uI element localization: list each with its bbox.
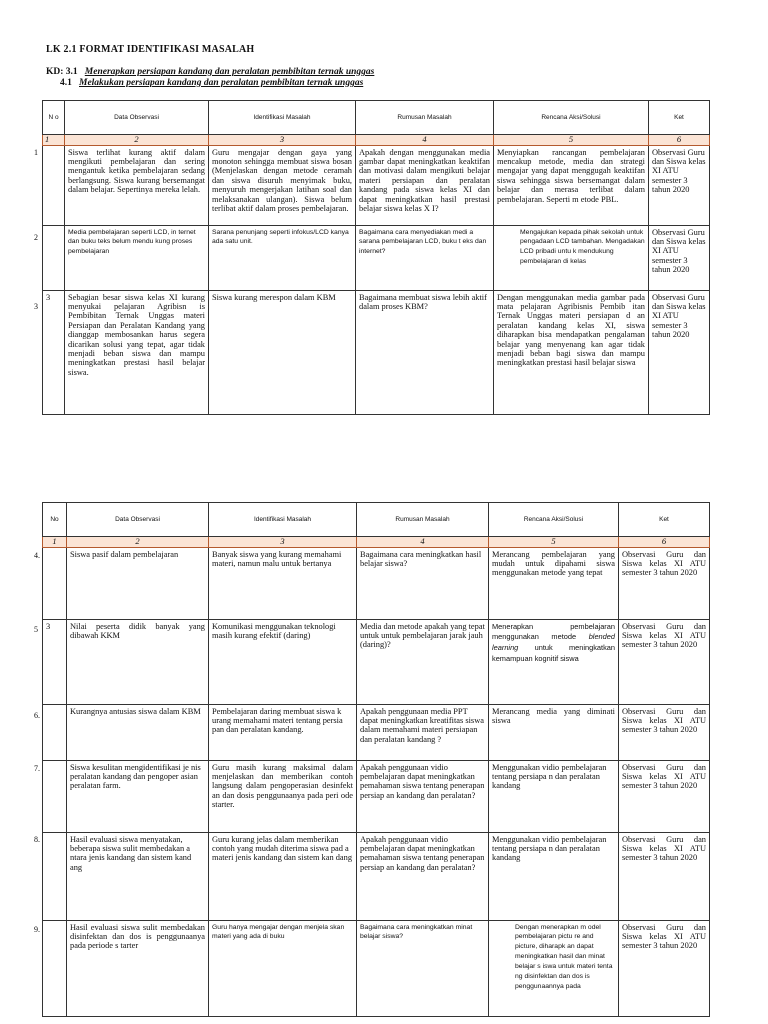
outer-row-number: 5: [34, 625, 38, 634]
kd-41-num: 4.1: [60, 78, 72, 88]
header-data-observasi: Data Observasi: [67, 503, 209, 537]
outer-row-number: 1: [34, 148, 38, 157]
cell-rumusan: Bagaimana cara menyediakan medi a sarana pembelajaran LCD, buku t eks dan internet?: [356, 225, 494, 290]
cell-ket: Observasi Guru dan Siswa kelas XI ATU semester 3 tahun 2020: [649, 145, 710, 225]
cell-rencana: [489, 619, 619, 704]
table-row: [43, 920, 710, 1016]
table-row: [43, 704, 710, 760]
cell-rencana: Menggunakan vidio pembelajaran tentang persiapa n dan peralatan kandang: [489, 760, 619, 832]
cell-ket: Observasi Guru dan Siswa kelas XI ATU semester 3 tahun 2020: [619, 547, 710, 619]
cell-rencana: Dengan menerapkan m odel pembelajaran pictu re and picture, diharapk an dapat meningkatkan hasil dan minat belajar s iswa untuk materi tenta ng disinfektan dan dos is penggunaannya pada: [489, 920, 619, 1016]
rencana-text-a: Menerapkan pembelajaran menggunakan metode: [492, 621, 615, 642]
header-rumusan: Rumusan Masalah: [357, 503, 489, 537]
cell-data-observasi: Siswa terlihat kurang aktif dalam mengikuti pembelajaran dan sering mengantuk ketika pembelajaran sedang berlangsung. Siswa kurang bersemangat dalam belajar. Sepertinya mereka lelah.: [65, 145, 209, 225]
table-row: [43, 760, 710, 832]
rencana-text-c: untuk meningkatkan kemampuan kognitif siswa: [492, 642, 615, 663]
cell-rencana: Menyiapkan rancangan pembelajaran mencakup metode, media dan strategi mengajar yang dapat menggugah keaktifan siswa sehingga siswa bersemangat dalam belajar dan merasa terlibat dalam pembelajaran. Seperti m etode PBL.: [494, 145, 649, 225]
header-data-observasi: Data Observasi: [65, 101, 209, 135]
cell-rumusan: Media dan metode apakah yang tepat untuk untuk pembelajaran jarak jauh (daring)?: [357, 619, 489, 704]
kd-41-text: Melakukan persiapan kandang dan peralatan pembibitan ternak unggas: [79, 78, 364, 88]
cell-ket: Observasi Guru dan Siswa kelas XI ATU semester 3 tahun 2020: [649, 290, 710, 414]
header-no: No: [43, 503, 67, 537]
cell-rumusan: Bagaimana cara meningkatkan hasil belajar siswa?: [357, 547, 489, 619]
col-num-1: 1: [43, 135, 65, 146]
col-num-4: 4: [357, 537, 489, 548]
outer-row-number: 2: [34, 233, 38, 242]
table-row: [43, 547, 710, 619]
cell-ket: Observasi Guru dan Siswa kelas XI ATU semester 3 tahun 2020: [649, 225, 710, 290]
cell-rumusan: Bagaimana membuat siswa lebih aktif dalam proses KBM?: [356, 290, 494, 414]
kd-31-text: Menerapkan persiapan kandang dan peralatan pembibitan ternak unggas: [84, 67, 375, 77]
col-num-1: 1: [43, 537, 67, 548]
cell-rencana: Merancang pembelajaran yang mudah untuk dipahami siswa menggunakan metode yang tepat: [489, 547, 619, 619]
cell-identifikasi: Sarana penunjang seperti infokus/LCD kanya ada satu unit.: [209, 225, 356, 290]
header-identifikasi: Identifikasi Masalah: [209, 503, 357, 537]
row-number: [43, 704, 67, 760]
cell-identifikasi: Guru kurang jelas dalam memberikan contoh yang mudah diterima siswa pad a materi jenis kandang dan sistem kan dang: [209, 832, 357, 920]
row-number: [43, 760, 67, 832]
cell-data-observasi: Media pembelajaran seperti LCD, in ternet dan buku teks belum mendu kung proses pembelajaran: [65, 225, 209, 290]
cell-identifikasi: Pembelajaran daring membuat siswa k urang memahami materi tentang persia pan dan peralatan kandang.: [209, 704, 357, 760]
column-number-row: [43, 537, 710, 548]
col-num-6: 6: [619, 537, 710, 548]
cell-rencana: Menggunakan vidio pembelajaran tentang persiapa n dan peralatan kandang: [489, 832, 619, 920]
cell-ket: Observasi Guru dan Siswa kelas XI ATU semester 3 tahun 2020: [619, 760, 710, 832]
table-row: [43, 832, 710, 920]
cell-rumusan: Apakah dengan menggunakan media gambar dapat meningkatkan keaktifan dan motivasi dalam mengikuti belajar materi persiapan dan peralatan kandang pada siswa kelas XI dan dapat meningkatkan hasil prestasi belajar siswa kelas X I?: [356, 145, 494, 225]
row-number: [43, 832, 67, 920]
col-num-3: 3: [209, 135, 356, 146]
row-number: 3: [43, 619, 67, 704]
document-title: LK 2.1 FORMAT IDENTIFIKASI MASALAH: [46, 44, 255, 55]
cell-rumusan: Apakah penggunaan media PPT dapat meningkatkan kreatifitas siswa dalam memahami materi persiapan dan peralatan kandang ?: [357, 704, 489, 760]
cell-identifikasi: Guru masih kurang maksimal dalam menjelaskan dan memberikan contoh langsung dalam pengoperasian desinfekt an dan dosis penggunaanya pada peri ode starter.: [209, 760, 357, 832]
cell-ket: Observasi Guru dan Siswa kelas XI ATU semester 3 tahun 2020: [619, 619, 710, 704]
cell-data-observasi: Hasil evaluasi siswa menyatakan, beberapa siswa sulit membedakan a ntara jenis kandang dan sistem kand ang: [67, 832, 209, 920]
header-ket: Ket: [649, 101, 710, 135]
cell-data-observasi: Hasil evaluasi siswa sulit membedakan disinfektan dan dos is penggunaanya pada periode s tarter: [67, 920, 209, 1016]
cell-ket: Observasi Guru dan Siswa kelas XI ATU semester 3 tahun 2020: [619, 920, 710, 1016]
outer-row-number: 4.: [34, 551, 40, 560]
cell-identifikasi: Komunikasi menggunakan teknologi masih kurang efektif (daring): [209, 619, 357, 704]
table-row: [43, 290, 710, 414]
row-number: [43, 920, 67, 1016]
cell-rumusan: Apakah penggunaan vidio pembelajaran dapat meningkatkan pemahaman siswa tentang penerapan persiap an kandang dan peralatan?: [357, 760, 489, 832]
problem-table-2: [42, 502, 710, 1017]
cell-rencana: Dengan menggunakan media gambar pada mata pelajaran Agribisnis Pembib itan Ternak Unggas materi persiapan d an peralatan kandang kelas XI, siswa diharapkan bisa mendapatkan pengalaman belajar yang menyenang kan agar tidak menjadi beban bagi siswa dan mampu meningkatkan prestasi hasil belajar siswa: [494, 290, 649, 414]
header-rencana: Rencana Aksi/Solusi: [494, 101, 649, 135]
outer-row-number: 7.: [34, 764, 40, 773]
outer-row-number: 6.: [34, 711, 40, 720]
col-num-3: 3: [209, 537, 357, 548]
cell-rencana: Mengajukan kepada pihak sekolah untuk pengadaan LCD tambahan. Mengadakan LCD pribadi untu k mendukung pembelajaran di kelas: [494, 225, 649, 290]
column-number-row: [43, 135, 710, 146]
cell-rumusan: Bagaimana cara meningkatkan minat belajar siswa?: [357, 920, 489, 1016]
outer-row-number: 3: [34, 302, 38, 311]
cell-rencana: Merancang media yang diminati siswa: [489, 704, 619, 760]
cell-ket: Observasi Guru dan Siswa kelas XI ATU semester 3 tahun 2020: [619, 704, 710, 760]
header-identifikasi: Identifikasi Masalah: [209, 101, 356, 135]
cell-data-observasi: Sebagian besar siswa kelas XI kurang menyukai pelajaran Agribisn is Pembibitan Ternak Unggas materi Persiapan dan Peralatan Kandang yang dianggap membosankan harus segera dicarikan solusi yang tepat, agar tidak menjadi beban siswa dan mampu meningkatkan prestasi hasil belajar siswa.: [65, 290, 209, 414]
table-row: [43, 619, 710, 704]
col-num-5: 5: [494, 135, 649, 146]
col-num-2: 2: [67, 537, 209, 548]
table-row: [43, 145, 710, 225]
cell-identifikasi: Siswa kurang merespon dalam KBM: [209, 290, 356, 414]
row-number: [43, 547, 67, 619]
col-num-6: 6: [649, 135, 710, 146]
table-row: [43, 225, 710, 290]
header-ket: Ket: [619, 503, 710, 537]
row-number: 3: [43, 290, 65, 414]
col-num-4: 4: [356, 135, 494, 146]
kd-31-line: [46, 67, 374, 77]
cell-identifikasi: Guru hanya mengajar dengan menjela skan materi yang ada di buku: [209, 920, 357, 1016]
cell-data-observasi: Nilai peserta didik banyak yang dibawah KKM: [67, 619, 209, 704]
row-number: [43, 145, 65, 225]
col-num-5: 5: [489, 537, 619, 548]
table-header-row: [43, 503, 710, 537]
header-rencana: Rencana Aksi/Solusi: [489, 503, 619, 537]
cell-ket: Observasi Guru dan Siswa kelas XI ATU semester 3 tahun 2020: [619, 832, 710, 920]
kd-41-line: [60, 78, 363, 88]
cell-rumusan: Apakah penggunaan vidio pembelajaran dapat meningkatkan pemahaman siswa tentang penerapan persiap an kandang dan peralatan?: [357, 832, 489, 920]
problem-table-1: [42, 100, 710, 415]
row-number: [43, 225, 65, 290]
cell-identifikasi: Banyak siswa yang kurang memahami materi, namun malu untuk bertanya: [209, 547, 357, 619]
kd-prefix: KD: 3.1: [46, 67, 78, 77]
outer-row-number: 8.: [34, 835, 40, 844]
table-header-row: [43, 101, 710, 135]
header-rumusan: Rumusan Masalah: [356, 101, 494, 135]
cell-data-observasi: Kurangnya antusias siswa dalam KBM: [67, 704, 209, 760]
cell-identifikasi: Guru mengajar dengan gaya yang monoton sehingga membuat siswa bosan (Menjelaskan dengan metode ceramah dan siswa disuruh menyimak buku, menyuruh mengerjakan latihan soal dan melaksanakan ulangan). Siswa belum terlibat aktif dalam proses pembelajaran.: [209, 145, 356, 225]
cell-data-observasi: Siswa pasif dalam pembelajaran: [67, 547, 209, 619]
outer-row-number: 9.: [34, 925, 40, 934]
col-num-2: 2: [65, 135, 209, 146]
cell-data-observasi: Siswa kesulitan mengidentifikasi je nis peralatan kandang dan pengoper asian peralatan farm.: [67, 760, 209, 832]
header-no: N o: [43, 101, 65, 135]
rencana-text-blended: blended learning: [492, 632, 615, 652]
